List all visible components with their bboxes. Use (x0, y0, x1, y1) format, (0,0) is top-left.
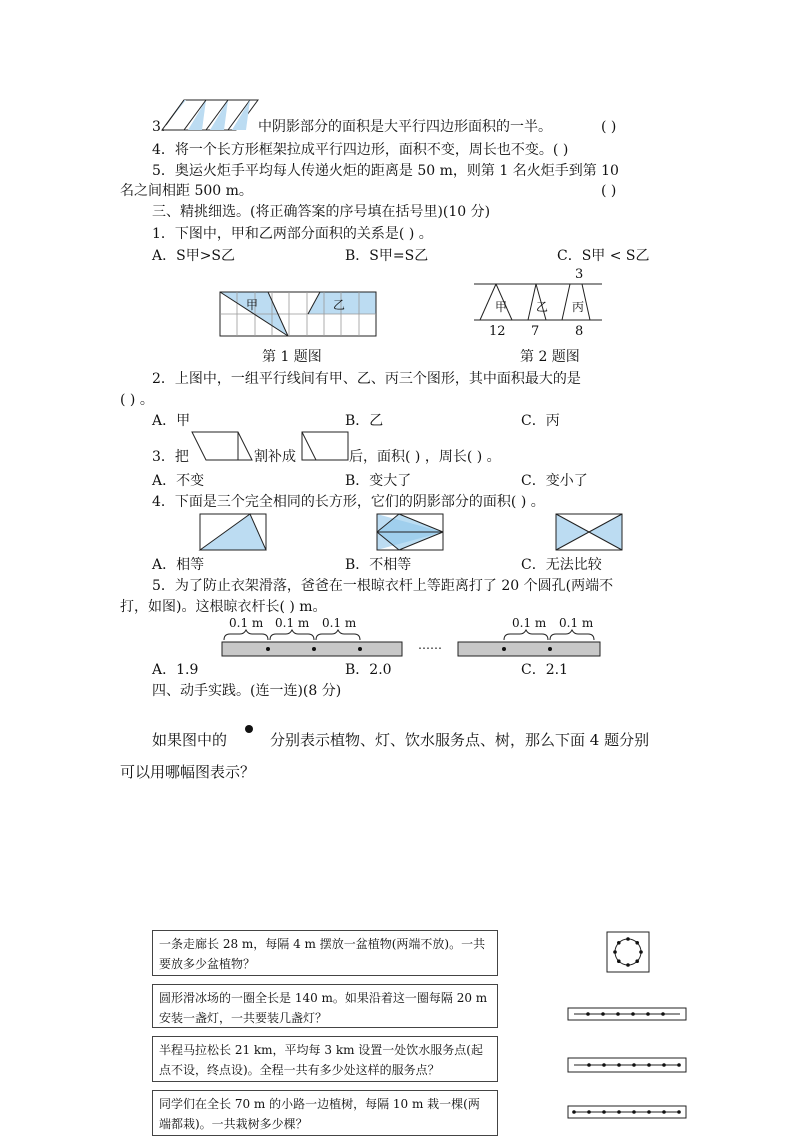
s3-q4-stem: 4．下面是三个完全相同的长方形，它们的阴影部分的面积( ) 。 (152, 494, 545, 510)
s3-q5-ellipsis: …… (418, 638, 442, 652)
s3-q1-fig1-label-yi: 乙 (333, 298, 346, 312)
s3-q1-option-a: A．S甲>S乙 (152, 248, 236, 264)
judge-q3-figure (162, 100, 258, 130)
s3-q2-stem-line1: 2．上图中，一组平行线间有甲、乙、丙三个图形，其中面积最大的是 (152, 371, 581, 387)
s4-intro-part1: 如果图中的 (152, 731, 228, 749)
s4-problem-box-2[interactable]: 圆形滑冰场的一圈全长是 140 m。如果沿着这一圈每隔 20 m 安装一盏灯，一共要装几盏灯？ (152, 984, 498, 1028)
s3-q4-option-a: A．相等 (152, 557, 205, 573)
s3-q2-stem-line2: ( ) 。 (120, 392, 154, 408)
s4-line-diagram-2[interactable] (568, 1058, 688, 1074)
section3-heading: 三、精挑细选。(将正确答案的序号填在括号里)(10 分) (152, 204, 491, 220)
dot-icon (244, 724, 254, 734)
s3-q3-option-a: A．不变 (152, 473, 205, 489)
s3-q5-seg-label-2: 0.1 m (275, 616, 310, 630)
s3-q3-part2: 割补成 (254, 449, 296, 465)
s3-q1-figure1 (220, 292, 376, 336)
judge-q4: 4．将一个长方形框架拉成平行四边形，面积不变，周长也不变。( ) (152, 142, 569, 158)
s4-problem-box-3[interactable]: 半程马拉松长 21 km，平均每 3 km 设置一处饮水服务点(起点不设，终点设)。全程一共有多少处这样的服务点？ (152, 1036, 498, 1082)
s3-q1-fig2-jia: 甲 (495, 300, 508, 314)
judge-q3-paren: ( ) (601, 119, 617, 135)
s3-q5-seg-label-5: 0.1 m (559, 616, 594, 630)
section4-heading: 四、动手实践。(连一连)(8 分) (152, 683, 342, 699)
s3-q1-option-b: B．S甲=S乙 (345, 248, 429, 264)
s3-q4-rect-b (377, 514, 443, 550)
s3-q2-option-a: A．甲 (152, 413, 191, 429)
s3-q1-fig2-bottom-8: 8 (575, 324, 584, 339)
s3-q5-rod-right (458, 630, 600, 658)
s3-q3-option-c: C．变小了 (521, 473, 588, 489)
s3-q4-option-c: C．无法比较 (521, 557, 602, 573)
judge-q5-line2: 名之间相距 500 m。 (120, 183, 253, 199)
s3-q4-rect-c (556, 514, 622, 550)
s3-q5-rod-left (222, 630, 402, 658)
judge-q5-line1: 5．奥运火炬手平均每人传递火炬的距离是 50 m，则第 1 名火炬手到第 10 (152, 163, 619, 179)
s3-q1-fig2-bing: 丙 (572, 300, 585, 314)
judge-q3-text: 中阴影部分的面积是大平行四边形面积的一半。 (258, 119, 552, 135)
s3-q5-seg-label-4: 0.1 m (512, 616, 547, 630)
s4-problem-box-1[interactable]: 一条走廊长 28 m，每隔 4 m 摆放一盆植物(两端不放)。一共要放多少盆植物？ (152, 930, 498, 976)
s3-q5-stem-line2: 打，如图)。这根晾衣杆长( ) m。 (120, 599, 327, 615)
s3-q2-option-b: B．乙 (345, 413, 384, 429)
s3-fig1-caption: 第 1 题图 (262, 349, 322, 365)
s3-q3-part1: 3．把 (152, 449, 189, 465)
s4-circle-diagram[interactable] (607, 932, 651, 974)
s3-q5-stem-line1: 5．为了防止衣架滑落，爸爸在一根晾衣杆上等距离打了 20 个圆孔(两端不 (152, 578, 614, 594)
s3-q2-option-c: C．丙 (521, 413, 560, 429)
s3-q5-option-a: A．1.9 (152, 662, 199, 678)
s4-line-diagram-1[interactable] (568, 1008, 688, 1022)
s3-q1-fig2-bottom-12: 12 (489, 324, 506, 339)
s3-q3-parallelogram (192, 432, 254, 462)
s3-q2-fig-top-3: 3 (575, 267, 584, 282)
s4-line-diagram-3[interactable] (568, 1106, 688, 1120)
s3-q3-rectangle (302, 432, 350, 462)
s3-q3-option-b: B．变大了 (345, 473, 412, 489)
s3-q1-option-c: C．S甲 < S乙 (557, 248, 650, 264)
s3-q1-fig2-bottom-7: 7 (531, 324, 540, 339)
s3-q3-part3: 后，面积( ) ，周长( ) 。 (349, 449, 501, 465)
s3-fig2-caption: 第 2 题图 (520, 349, 580, 365)
s4-intro-line2: 可以用哪幅图表示？ (120, 763, 256, 781)
judge-q5-paren: ( ) (601, 183, 617, 199)
s3-q1-fig1-label-jia: 甲 (246, 298, 259, 312)
s3-q1-fig2-yi: 乙 (536, 300, 549, 314)
s4-problem-box-4[interactable]: 同学们在全长 70 m 的小路一边植树，每隔 10 m 栽一棵(两端都栽)。一共栽树多少棵？ (152, 1090, 498, 1136)
judge-q3-number: 3. (152, 119, 166, 135)
s3-q5-option-b: B．2.0 (345, 662, 392, 678)
s4-intro-part2: 分别表示植物、灯、饮水服务点、树，那么下面 4 题分别 (270, 731, 650, 749)
s3-q1-stem: 1．下图中，甲和乙两部分面积的关系是( ) 。 (152, 226, 433, 242)
s3-q4-option-b: B．不相等 (345, 557, 412, 573)
s3-q5-option-c: C．2.1 (521, 662, 568, 678)
s3-q4-rect-a (200, 514, 266, 550)
s3-q5-seg-label-3: 0.1 m (322, 616, 357, 630)
s3-q5-seg-label-1: 0.1 m (229, 616, 264, 630)
